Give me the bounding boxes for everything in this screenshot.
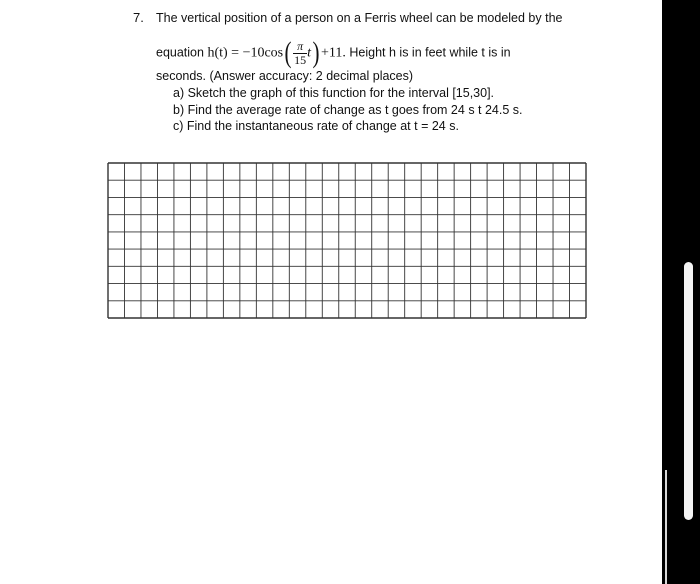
question-number: 7. <box>133 10 144 25</box>
part-c: c) Find the instantaneous rate of change at t = 24 s. <box>173 119 459 133</box>
equation-function: h(t) = −10cos <box>207 45 284 61</box>
question-line-3: seconds. (Answer accuracy: 2 decimal places) <box>156 69 414 83</box>
grid-svg <box>107 162 587 319</box>
equation-variable: t <box>307 45 312 61</box>
scrollbar-track[interactable] <box>662 0 700 584</box>
height-description: Height h is in feet while t is in <box>349 45 511 60</box>
part-b: b) Find the average rate of change as t goes from 24 s t 24.5 s. <box>173 103 523 117</box>
equation-constant: +11. <box>321 45 346 61</box>
scrollbar-thumb[interactable] <box>684 262 693 520</box>
fraction-denominator: 15 <box>294 52 307 67</box>
page-edge-divider <box>665 470 667 584</box>
fraction-numerator: π <box>293 40 307 54</box>
right-paren: ) <box>312 36 320 69</box>
equation-label: equation <box>156 45 204 60</box>
left-paren: ( <box>284 36 292 69</box>
part-a: a) Sketch the graph of this function for the interval [15,30]. <box>173 86 495 100</box>
graph-grid <box>107 162 587 319</box>
question-line-1: The vertical position of a person on a Ferris wheel can be modeled by the <box>156 11 563 25</box>
fraction <box>293 40 307 67</box>
question-line-2 <box>156 36 511 69</box>
